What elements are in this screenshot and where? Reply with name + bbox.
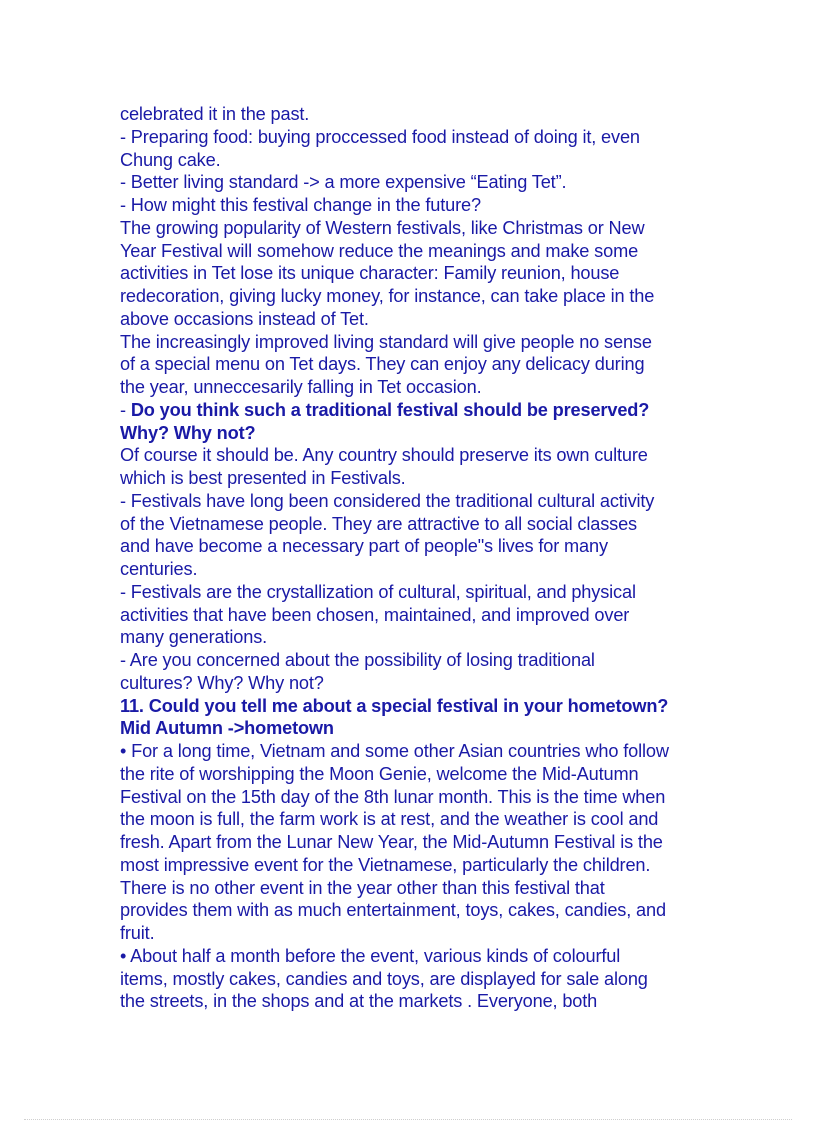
text-line bbox=[120, 240, 710, 263]
line-text: the moon is full, the farm work is at rest, and the weather is cool and bbox=[120, 809, 659, 830]
text-line bbox=[120, 763, 710, 786]
text-line bbox=[120, 103, 710, 126]
line-text: - Better living standard -> a more expensive “Eating Tet”. bbox=[120, 172, 567, 193]
line-text: centuries. bbox=[120, 559, 198, 579]
text-line bbox=[120, 262, 710, 285]
line-text: the rite of worshipping the Moon Genie, welcome the Mid-Autumn bbox=[120, 763, 639, 784]
text-line bbox=[120, 194, 710, 217]
text-line bbox=[120, 854, 710, 877]
heading-line bbox=[120, 399, 710, 422]
line-text: activities that have been chosen, maintained, and improved over bbox=[120, 604, 630, 625]
text-line bbox=[120, 490, 710, 513]
line-text: of the Vietnamese people. They are attractive to all social classes bbox=[120, 513, 638, 534]
line-text: There is no other event in the year other than this festival that bbox=[120, 877, 605, 898]
text-line bbox=[120, 171, 710, 194]
line-text: celebrated it in the past. bbox=[120, 104, 310, 124]
text-line bbox=[120, 899, 710, 922]
line-prefix: - bbox=[120, 399, 131, 420]
line-text: cultures? Why? Why not? bbox=[120, 672, 324, 693]
text-line bbox=[120, 945, 710, 968]
text-line bbox=[120, 126, 710, 149]
page-bottom-divider bbox=[24, 1119, 792, 1120]
text-line bbox=[120, 331, 710, 354]
text-line bbox=[120, 968, 710, 991]
text-line bbox=[120, 285, 710, 308]
text-line bbox=[120, 149, 710, 172]
text-line bbox=[120, 308, 710, 331]
text-line bbox=[120, 649, 710, 672]
line-text: Festival on the 15th day of the 8th lunar month. This is the time when bbox=[120, 786, 666, 807]
line-text: many generations. bbox=[120, 627, 268, 648]
line-text: fresh. Apart from the Lunar New Year, the Mid-Autumn Festival is the bbox=[120, 832, 663, 852]
line-text: activities in Tet lose its unique character: Family reunion, house bbox=[120, 263, 620, 284]
text-line bbox=[120, 626, 710, 649]
line-text: • About half a month before the event, various kinds of colourful bbox=[120, 945, 621, 966]
line-text: • For a long time, Vietnam and some other Asian countries who follow bbox=[120, 741, 669, 761]
line-text: - Are you concerned about the possibility of losing traditional bbox=[120, 650, 595, 670]
text-line bbox=[120, 922, 710, 945]
line-text: Chung cake. bbox=[120, 149, 221, 170]
line-text: the streets, in the shops and at the markets . Everyone, both bbox=[120, 991, 598, 1012]
text-line bbox=[120, 376, 710, 399]
question-text: Why? Why not? bbox=[120, 422, 256, 443]
text-line bbox=[120, 467, 710, 490]
text-line bbox=[120, 672, 710, 695]
line-text: provides them with as much entertainment, toys, cakes, candies, and bbox=[120, 900, 666, 921]
line-text: The increasingly improved living standard will give people no sense bbox=[120, 331, 652, 352]
heading-line bbox=[120, 695, 710, 718]
text-line bbox=[120, 786, 710, 809]
line-text: The growing popularity of Western festivals, like Christmas or New bbox=[120, 217, 645, 238]
text-line bbox=[120, 217, 710, 240]
text-line bbox=[120, 444, 710, 467]
line-text: - Preparing food: buying proccessed food instead of doing it, even bbox=[120, 126, 640, 147]
line-text: items, mostly cakes, candies and toys, are displayed for sale along bbox=[120, 968, 648, 989]
line-text: which is best presented in Festivals. bbox=[120, 468, 406, 488]
line-text: and have become a necessary part of people"s lives for many bbox=[120, 536, 608, 557]
line-text: the year, unneccesarily falling in Tet occasion. bbox=[120, 377, 482, 397]
line-text: redecoration, giving lucky money, for instance, can take place in the bbox=[120, 286, 655, 306]
heading-line bbox=[120, 717, 710, 740]
text-line bbox=[120, 558, 710, 581]
heading-line bbox=[120, 422, 710, 445]
line-text: of a special menu on Tet days. They can enjoy any delicacy during bbox=[120, 354, 645, 375]
text-line bbox=[120, 877, 710, 900]
question-text: 11. Could you tell me about a special festival in your hometown? bbox=[120, 695, 669, 716]
text-line bbox=[120, 808, 710, 831]
line-text: fruit. bbox=[120, 923, 155, 943]
line-text: most impressive event for the Vietnamese, particularly the children. bbox=[120, 854, 651, 875]
line-text: Of course it should be. Any country should preserve its own culture bbox=[120, 445, 648, 466]
text-line bbox=[120, 581, 710, 604]
document-body bbox=[120, 103, 710, 1013]
text-line bbox=[120, 353, 710, 376]
text-line bbox=[120, 831, 710, 854]
line-text: - How might this festival change in the future? bbox=[120, 195, 481, 215]
text-line bbox=[120, 990, 710, 1013]
text-line bbox=[120, 604, 710, 627]
question-text: Mid Autumn ->hometown bbox=[120, 718, 334, 739]
text-line bbox=[120, 535, 710, 558]
line-text: - Festivals have long been considered the traditional cultural activity bbox=[120, 490, 655, 511]
text-line bbox=[120, 513, 710, 536]
line-text: - Festivals are the crystallization of cultural, spiritual, and physical bbox=[120, 581, 636, 602]
text-line bbox=[120, 740, 710, 763]
question-text: Do you think such a traditional festival should be preserved? bbox=[130, 399, 650, 420]
line-text: Year Festival will somehow reduce the meanings and make some bbox=[120, 240, 639, 261]
line-text: above occasions instead of Tet. bbox=[120, 308, 369, 329]
